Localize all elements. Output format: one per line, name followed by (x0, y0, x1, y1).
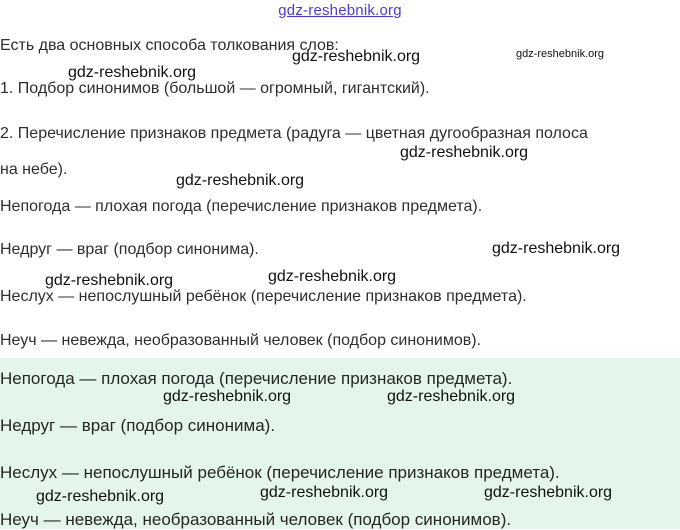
example-line: Непогода — плохая погода (перечисление признаков предмета). (0, 198, 483, 215)
watermark: gdz-reshebnik.org (68, 64, 197, 81)
site-link[interactable]: gdz-reshebnik.org (278, 2, 402, 19)
method-features: 2. Перечисление признаков предмета (радуга — цветная дугообразная полоса (0, 125, 588, 142)
example-line: Недруг — враг (подбор синонима). (0, 241, 259, 258)
watermark: gdz-reshebnik.org (400, 144, 529, 161)
watermark: gdz-reshebnik.org (260, 484, 389, 501)
watermark: gdz-reshebnik.org (163, 388, 292, 405)
watermark: gdz-reshebnik.org (176, 172, 305, 189)
watermark: gdz-reshebnik.org (484, 484, 613, 501)
watermark: gdz-reshebnik.org (292, 48, 421, 65)
watermark: gdz-reshebnik.org (268, 268, 397, 285)
intro-text: Есть два основных способа толкования слов: (0, 37, 339, 54)
method-features-cont: на небе). (0, 161, 68, 178)
example-line: Неслух — непослушный ребёнок (перечисление признаков предмета). (0, 288, 527, 305)
watermark: gdz-reshebnik.org (36, 488, 165, 505)
watermark: gdz-reshebnik.org (516, 48, 605, 60)
example-line: Неуч — невежда, необразованный человек (подбор синонимов). (0, 332, 482, 349)
answer-line: Неуч — невежда, необразованный человек (подбор синонимов). (0, 510, 512, 529)
answer-line: Непогода — плохая погода (перечисление признаков предмета). (0, 369, 513, 388)
answer-line: Недруг — враг (подбор синонима). (0, 416, 276, 435)
watermark: gdz-reshebnik.org (492, 240, 621, 257)
watermark: gdz-reshebnik.org (45, 272, 174, 289)
watermark: gdz-reshebnik.org (387, 388, 516, 405)
answer-line: Неслух — непослушный ребёнок (перечисление признаков предмета). (0, 463, 560, 482)
method-synonyms: 1. Подбор синонимов (большой — огромный, гигантский). (0, 80, 430, 97)
